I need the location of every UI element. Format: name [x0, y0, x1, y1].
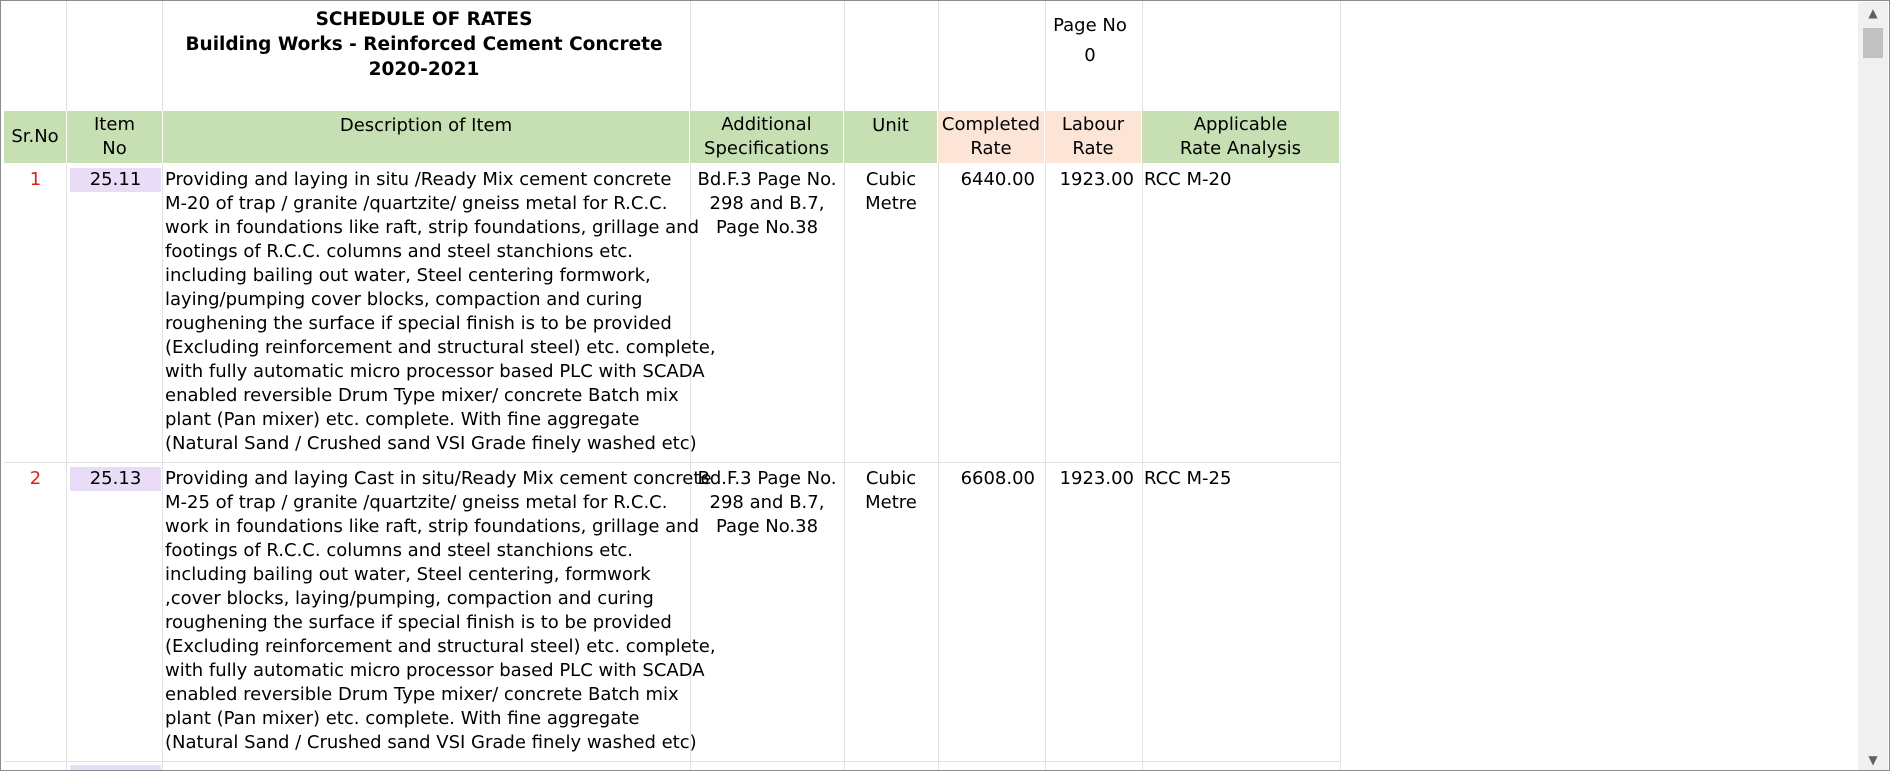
row-srno: 2 [29, 468, 42, 489]
header-labour-rate: Labour Rate [1045, 111, 1142, 163]
row-description: Providing and laying in situ /Ready Mix cement concrete M-20 of trap / granite /quartzite/ gneiss metal for R.C.C. work in foundations like raft, strip foundations, grillage and footings of R.C.C. columns and steel stanchions etc. including bailing out water, Steel centering formwork, laying/pumping cover blocks, compaction and curing roughening the surface if special finish is to be provided (Excluding reinforcement and structural steel) etc. complete, with fully automatic micro processor based PLC with SCADA enabled reversible Drum Type mixer/ concrete Batch mix plant (Pan mixer) etc. complete. With fine aggregate (Natural Sand / Crushed sand VSI Grade finely washed etc) [165, 169, 716, 454]
row-divider [4, 761, 1340, 762]
scroll-down-arrow-icon[interactable]: ▼ [1868, 753, 1878, 767]
row-description: Providing and laying Cast in situ/Ready Mix cement concrete M-25 of trap / granite /quartzite/ gneiss metal for R.C.C. work in foundations like raft, strip foundations, grillage and footings of R.C.C. columns and steel stanchions etc. including bailing out water, Steel centering, formwork ,cover blocks, laying/pumping, compaction and curing roughening the surface if special finish is to be provided (Excluding reinforcement and structural steel) etc. complete, with fully automatic micro processor based PLC with SCADA enabled reversible Drum Type mixer/ concrete Batch mix plant (Pan mixer) etc. complete. With fine aggregate (Natural Sand / Crushed sand VSI Grade finely washed etc) [165, 468, 716, 753]
title-line-1: SCHEDULE OF RATES [315, 9, 533, 30]
row-labour-rate: 1923.00 [1059, 468, 1134, 489]
row-divider [4, 462, 1340, 463]
row-rate-analysis: RCC M-25 [1144, 468, 1232, 489]
row-additional-specifications: Bd.F.3 Page No. 298 and B.7, Page No.38 [697, 169, 837, 238]
row-completed-rate: 6608.00 [960, 468, 1035, 489]
header-applicable-rate-analysis: Applicable Rate Analysis [1142, 111, 1340, 163]
row-unit: Cubic Metre [865, 169, 917, 214]
title-line-3: 2020-2021 [368, 59, 480, 80]
report-title [164, 7, 684, 82]
header-srno: Sr.No [4, 111, 67, 163]
row-completed-rate: 6440.00 [960, 169, 1035, 190]
title-line-2: Building Works - Reinforced Cement Concrete [185, 34, 663, 55]
row-srno: 1 [29, 169, 42, 190]
row-unit: Cubic Metre [865, 468, 917, 513]
row-additional-specifications: Bd.F.3 Page No. 298 and B.7, Page No.38 [697, 468, 837, 537]
row-item-no-clipped [70, 765, 161, 771]
page-number-label: Page No [1053, 15, 1127, 36]
header-additional-specifications: Additional Specifications [690, 111, 844, 163]
row-labour-rate: 1923.00 [1059, 169, 1134, 190]
row-rate-analysis: RCC M-20 [1144, 169, 1232, 190]
scroll-up-arrow-icon[interactable]: ▲ [1868, 6, 1878, 20]
page-number-block [1041, 11, 1139, 71]
row-item-no: 25.13 [70, 467, 161, 491]
header-unit: Unit [844, 111, 938, 163]
page-number-value: 0 [1084, 45, 1096, 66]
header-description: Description of Item [163, 111, 690, 163]
row-item-no: 25.11 [70, 168, 161, 192]
scroll-thumb[interactable] [1863, 28, 1883, 58]
vertical-scrollbar[interactable] [1858, 2, 1888, 771]
header-item-no: Item No [67, 111, 163, 163]
header-completed-rate: Completed Rate [938, 111, 1045, 163]
